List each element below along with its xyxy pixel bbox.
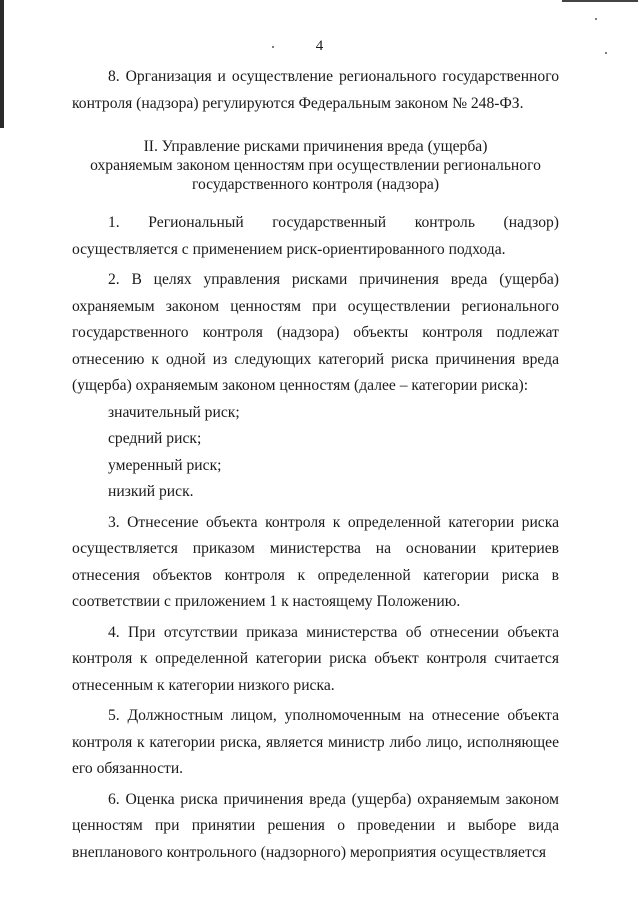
- paragraph-8: 8. Организация и осуществление регионального государственного контроля (надзора) регулируются Федеральным законом № 248-ФЗ.: [72, 68, 559, 112]
- scan-speck: [595, 18, 597, 20]
- document-body: [72, 64, 559, 866]
- risk-category-item: низкий риск.: [108, 483, 194, 500]
- risk-category-item: средний риск;: [108, 430, 202, 447]
- section-heading-line: государственного контроля (надзора): [191, 176, 440, 193]
- paragraph-1: 1. Региональный государственный контроль (надзор) осуществляется с применением риск-ориентированного подхода.: [72, 214, 559, 258]
- paragraph-5: 5. Должностным лицом, уполномоченным на отнесение объекта контроля к категории риска, является министр либо лицо, исполняющее его обязанности.: [72, 707, 559, 777]
- paragraph-4: 4. При отсутствии приказа министерства об отнесении объекта контроля к определенной категории риска объект контроля считается отнесенным к категории низкого риска.: [72, 623, 559, 694]
- section-heading-line: охраняемым законом ценностям при осуществлении регионального: [90, 157, 541, 174]
- risk-category-item: значительный риск;: [108, 403, 240, 421]
- section-heading-line: II. Управление рисками причинения вреда (ущерба): [143, 138, 488, 155]
- paragraph-3: 3. Отнесение объекта контроля к определенной категории риска осуществляется приказом министерства на основании критериев отнесения объектов контроля к определенной категории риска в соответствии с приложением 1 к настоящему Положению.: [72, 513, 559, 610]
- paragraph-6: 6. Оценка риска причинения вреда (ущерба) охраняемым законом ценностям при принятии решения о проведении и выборе вида внепланового контрольного (надзорного) мероприятия осуществляется: [72, 790, 559, 861]
- page-number: 4: [315, 38, 324, 54]
- risk-category-item: умеренный риск;: [108, 456, 222, 474]
- scan-edge-line: [0, 0, 4, 128]
- section-heading: [72, 137, 559, 194]
- scan-top-rule: [562, 0, 638, 2]
- paragraph-2: 2. В целях управления рисками причинения вреда (ущерба) охраняемым законом ценностям при осуществлении регионального государственного контроля (надзора) объекты контроля подлежат отнесению к одной из следующих категорий риска причинения вреда (ущерба) охраняемым законом ценностям (далее – категории риска):: [72, 271, 559, 394]
